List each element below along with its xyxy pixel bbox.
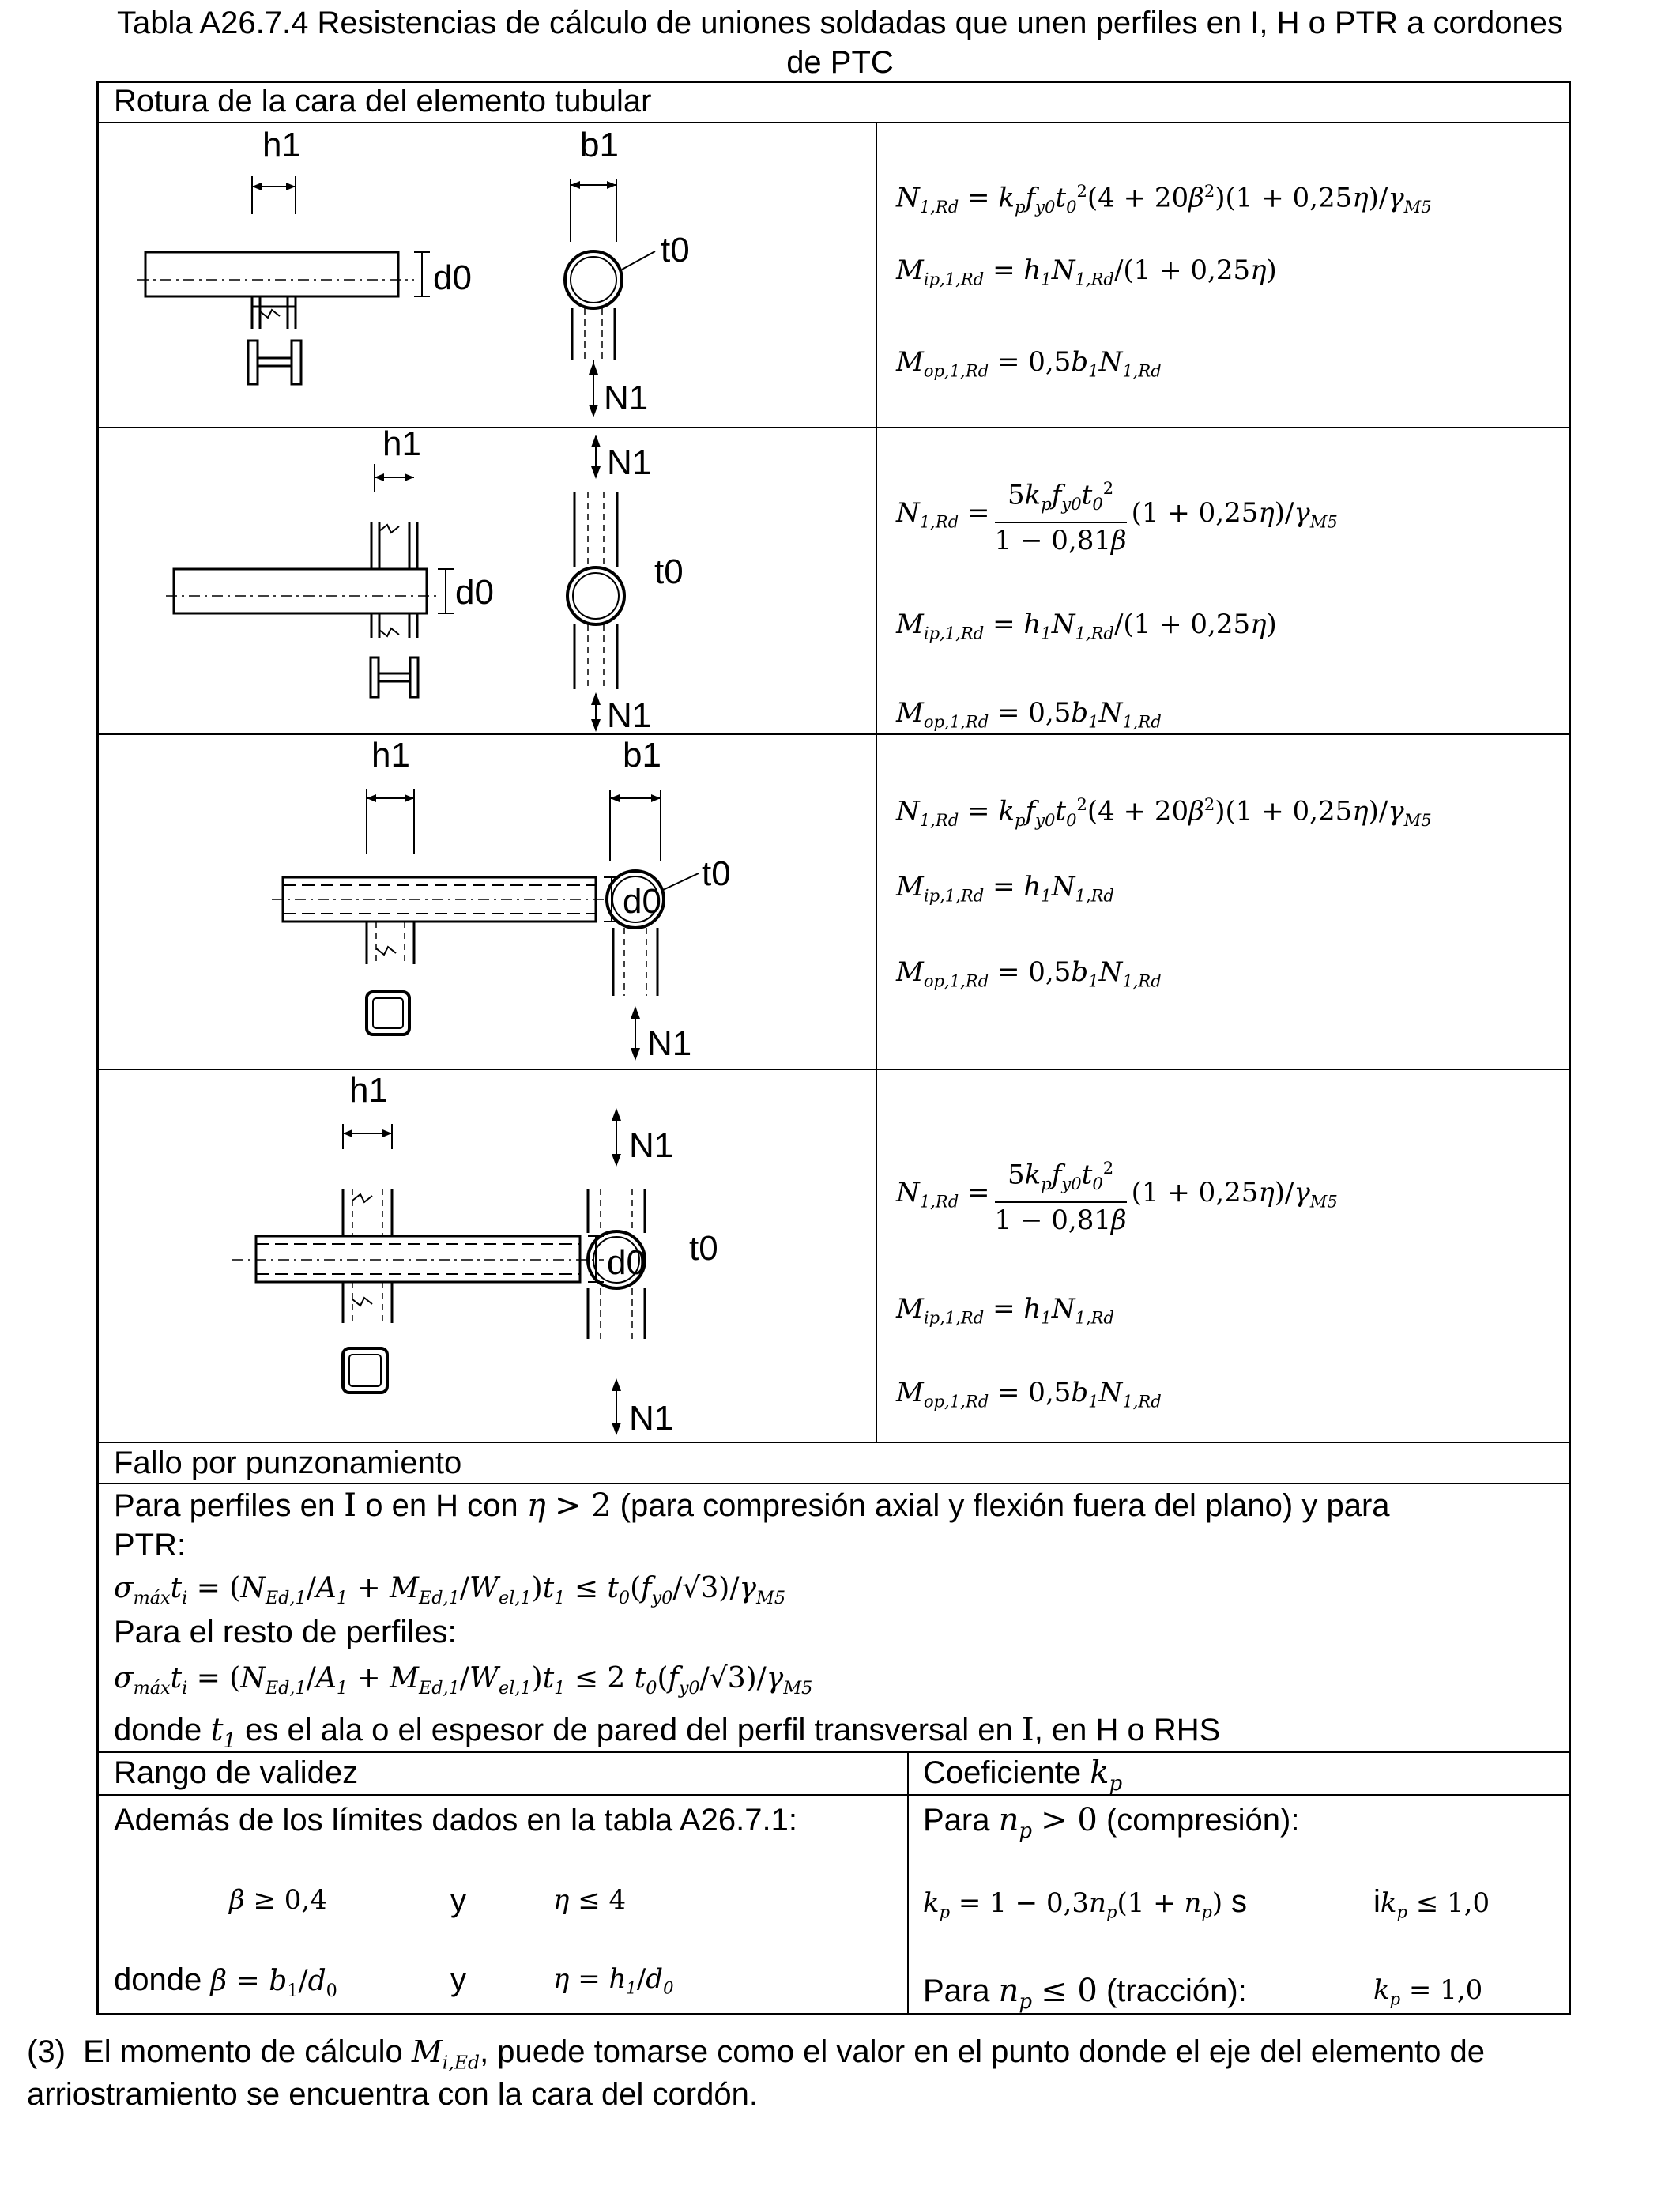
punching-text-line2: PTR: (114, 1528, 186, 1563)
label-b1: b1 (580, 126, 619, 164)
kp-formula-compression: $k_p = 1 - 0,3n_p(1 + n_p)$ s (923, 1884, 1247, 1922)
validity-beta-limit: β ≥ 0,4 (229, 1884, 327, 1916)
kp-header: Coeficiente $k_p$ (923, 1755, 1123, 1796)
diagram-row3 (98, 735, 888, 1067)
validity-y-2: y (450, 1962, 466, 1997)
table-title-line1: Tabla A26.7.4 Resistencias de cálculo de uniones soldadas que unen perfiles en I, H o PTR a cordones (116, 6, 1564, 40)
punching-formula2: $\sigma_{máx}t_i = (N_{Ed,1}/A_1 + M_{Ed,1}/W_{el,1})t_1 \le 2$ $t_0(f_{y0}/√3)/\gamma_{M5}$ (114, 1662, 813, 1698)
label-N1-top: N1 (629, 1126, 674, 1165)
table-border-bottom (96, 2013, 1571, 2015)
kp-limit: $ik_p \le 1,0$ (1373, 1884, 1490, 1922)
diagram-row2 (98, 428, 888, 732)
label-d0: d0 (433, 258, 472, 297)
rule (907, 1751, 909, 2015)
eq-row2-Mop: $M_{op,1,Rd} = 0,5b_1N_{1,Rd}$ (896, 697, 1162, 732)
label-N1-bottom: N1 (629, 1399, 674, 1438)
eq-row3-Mop: $M_{op,1,Rd} = 0,5b_1N_{1,Rd}$ (896, 956, 1162, 991)
punching-text-line4: donde $t_1$ es el ala o el espesor de pared del perfil transversal en I, en H o RHS (114, 1712, 1221, 1753)
diagram-row4 (98, 1070, 888, 1442)
eq-row3-N1Rd: $N_{1,Rd} = k_pf_{y0}t_0^2(4 + 20\beta^2)(1 + 0,25\eta)/\gamma_{M5}$ (896, 794, 1432, 831)
table-title (0, 3, 1680, 82)
label-h1: h1 (349, 1071, 388, 1110)
label-d0: d0 (607, 1243, 646, 1282)
punching-text-line1: Para perfiles en I o en H con η > 2 (para compresión axial y flexión fuera del plano) y para (114, 1487, 1390, 1524)
label-t0: t0 (689, 1229, 718, 1268)
label-h1: h1 (371, 736, 410, 775)
label-N1: N1 (604, 379, 649, 417)
footnote-line1: (3) El momento de cálculo $M_{i,Ed}$, puede tomarse como el valor en el punto donde el eje del elemento de (27, 2034, 1486, 2074)
eq-row1-N1Rd: $N_{1,Rd} = k_pf_{y0}t_0^2(4 + 20\beta^2)(1 + 0,25\eta)/\gamma_{M5}$ (896, 181, 1432, 217)
table-title-line2: de PTC (786, 45, 894, 80)
validity-y-1: y (450, 1883, 466, 1918)
diagram-row1 (98, 123, 888, 424)
label-t0: t0 (702, 854, 731, 893)
validity-eta-limit: η ≤ 4 (553, 1884, 627, 1916)
label-N1: N1 (647, 1024, 692, 1063)
label-d0: d0 (623, 882, 661, 921)
eq-row1-Mip: $M_{ip,1,Rd} = h_1N_{1,Rd}/(1 + 0,25\eta)$ (896, 254, 1277, 289)
label-h1: h1 (382, 428, 421, 463)
label-t0: t0 (654, 552, 684, 591)
eq-row4-Mop: $M_{op,1,Rd} = 0,5b_1N_{1,Rd}$ (896, 1377, 1162, 1412)
validity-line1: Además de los límites dados en la tabla A26.7.1: (114, 1803, 797, 1838)
validity-header: Rango de validez (114, 1755, 359, 1790)
eq-row4-Mip: $M_{ip,1,Rd} = h_1N_{1,Rd}$ (896, 1293, 1114, 1328)
eq-row2-N1Rd: $N_{1,Rd}$ = $\frac{5k_pf_{y0}t_0^2}{1 - 0,81\beta}$ $(1 + 0,25\eta)/\gamma_{M5}$ (896, 471, 1338, 558)
label-h1: h1 (262, 126, 301, 164)
punching-text-line3: Para el resto de perfiles: (114, 1615, 457, 1649)
label-d0: d0 (455, 573, 494, 612)
label-N1-bottom: N1 (607, 696, 652, 732)
kp-line1: Para $n_p > 0$ (compresión): (923, 1802, 1300, 1843)
rule (96, 1794, 1571, 1796)
validity-eta-def: $\eta = h_1/d_0$ (553, 1963, 674, 1998)
eq-row4-N1Rd: $N_{1,Rd}$ = $\frac{5k_pf_{y0}t_0^2}{1 - 0,81\beta}$ $(1 + 0,25\eta)/\gamma_{M5}$ (896, 1151, 1338, 1238)
table-border-right (1569, 81, 1571, 2015)
section-header-face-failure: Rotura de la cara del elemento tubular (114, 84, 652, 119)
eq-row3-Mip: $M_{ip,1,Rd} = h_1N_{1,Rd}$ (896, 871, 1114, 906)
label-b1: b1 (623, 736, 661, 775)
kp-tension-value: $k_p = 1,0$ (1373, 1974, 1483, 2009)
footnote-line2: arriostramiento se encuentra con la cara del cordón. (27, 2077, 758, 2112)
eq-row2-Mip: $M_{ip,1,Rd} = h_1N_{1,Rd}/(1 + 0,25\eta)$ (896, 609, 1277, 643)
validity-donde: donde $\beta = b_1/d_0$ (114, 1962, 337, 2002)
eq-row1-Mop: $M_{op,1,Rd} = 0,5b_1N_{1,Rd}$ (896, 346, 1162, 381)
kp-line3: Para $n_p \le 0$ (tracción): (923, 1973, 1247, 2014)
label-t0: t0 (661, 231, 690, 270)
section-header-punching: Fallo por punzonamiento (114, 1446, 462, 1480)
rule (96, 1483, 1571, 1484)
label-N1-top: N1 (607, 443, 652, 482)
punching-formula1: $\sigma_{máx}t_i = (N_{Ed,1}/A_1 + M_{Ed,1}/W_{el,1})t_1 \le t_0(f_{y0}/√3)/\gamma_{M5}$ (114, 1572, 786, 1608)
